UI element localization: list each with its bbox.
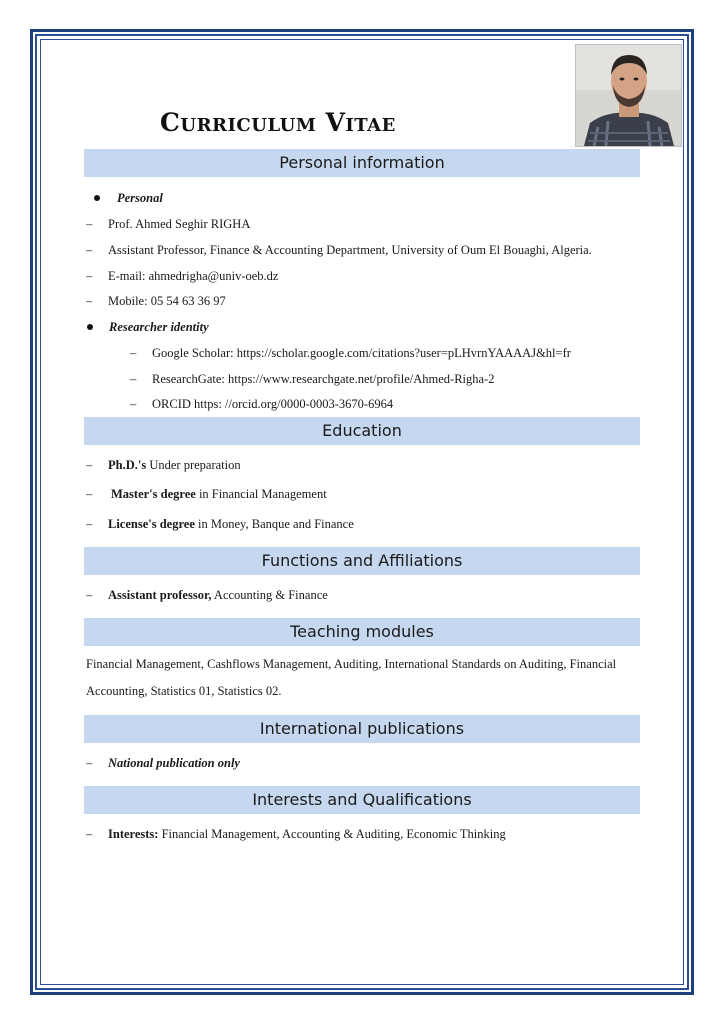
education-master-label: Master's degree — [111, 487, 196, 501]
dash-marker: – — [130, 372, 137, 386]
dash-marker: – — [130, 346, 137, 360]
profile-photo — [575, 44, 682, 147]
personal-position: Assistant Professor, Finance & Accounting Department, University of Oum El Bouaghi, Algeria. — [108, 243, 592, 257]
dash-marker: – — [86, 517, 93, 531]
page-border-inner — [40, 39, 684, 985]
education-license-text: in Money, Banque and Finance — [194, 517, 354, 531]
interests-text: Financial Management, Accounting & Auditing, Economic Thinking — [158, 827, 506, 841]
interests-label: Interests: — [108, 827, 159, 841]
bullet-personal — [94, 195, 100, 201]
personal-name: Prof. Ahmed Seghir RIGHA — [108, 217, 251, 231]
section-functions: Functions and Affiliations — [84, 547, 640, 575]
dash-marker: – — [86, 756, 93, 770]
portrait-image — [576, 45, 681, 146]
section-interests: Interests and Qualifications — [84, 786, 640, 814]
publications-text: National publication only — [108, 756, 240, 770]
researcher-orcid[interactable]: ORCID https: //orcid.org/0000-0003-3670-6964 — [152, 397, 394, 411]
dash-marker: – — [86, 827, 93, 841]
functions-label: Assistant professor, — [108, 588, 212, 602]
teaching-text: Financial Management, Cashflows Management, Auditing, International Standards on Auditing, Financial Accounting, Statistics 01, Statistics 02. — [86, 657, 617, 698]
researcher-heading: Researcher identity — [109, 320, 209, 334]
document-title: Curriculum Vitae — [160, 108, 396, 137]
education-phd — [108, 457, 241, 473]
dash-marker: – — [130, 397, 137, 411]
section-education: Education — [84, 417, 640, 445]
dash-marker: – — [86, 588, 93, 602]
dash-marker: – — [86, 243, 93, 257]
section-teaching: Teaching modules — [84, 618, 640, 646]
dash-marker: – — [86, 487, 93, 501]
education-license-label: License's degree — [108, 517, 195, 531]
bullet-researcher — [87, 324, 93, 330]
researcher-researchgate[interactable]: ResearchGate: https://www.researchgate.net/profile/Ahmed-Righa-2 — [152, 372, 495, 386]
education-phd-text: Under preparation — [146, 458, 241, 472]
researcher-google-scholar[interactable]: Google Scholar: https://scholar.google.com/citations?user=pLHvrnYAAAAJ&hl=fr — [152, 346, 571, 360]
interests-entry — [108, 826, 506, 842]
personal-heading: Personal — [117, 191, 163, 205]
section-publications: International publications — [84, 715, 640, 743]
education-master-text: in Financial Management — [195, 487, 327, 501]
dash-marker: – — [86, 458, 93, 472]
education-license — [108, 516, 354, 532]
section-personal-information: Personal information — [84, 149, 640, 177]
functions-entry — [108, 587, 328, 603]
dash-marker: – — [86, 217, 93, 231]
education-phd-label: Ph.D.'s — [108, 458, 147, 472]
personal-mobile: Mobile: 05 54 63 36 97 — [108, 294, 226, 308]
education-master — [111, 486, 327, 502]
functions-text: Accounting & Finance — [211, 588, 328, 602]
dash-marker: – — [86, 294, 93, 308]
dash-marker: – — [86, 269, 93, 283]
personal-email[interactable]: E-mail: ahmedrigha@univ-oeb.dz — [108, 269, 279, 283]
